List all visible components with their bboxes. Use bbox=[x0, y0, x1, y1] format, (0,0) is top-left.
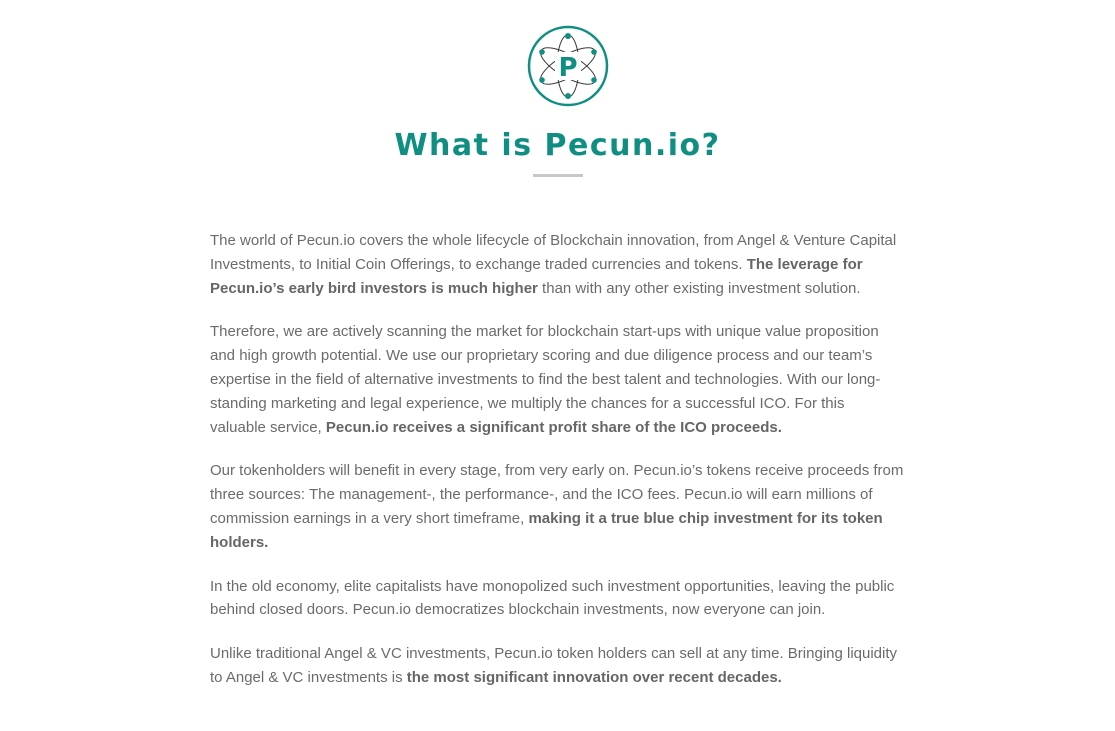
paragraph-2 bbox=[210, 320, 904, 439]
paragraph-4 bbox=[210, 575, 904, 623]
logo-letter: P bbox=[558, 53, 578, 83]
paragraph-5-text: Unlike traditional Angel & VC investments, Pecun.io token holders can sell at any time. Bringing liquidity to Angel & VC investments is bbox=[210, 645, 898, 686]
atom-p-logo-icon bbox=[527, 25, 609, 107]
paragraph-2-bold: Pecun.io receives a significant profit share of the ICO proceeds. bbox=[325, 418, 782, 436]
pecun-logo bbox=[527, 25, 609, 107]
paragraph-3-text: Our tokenholders will benefit in every stage, from very early on. Pecun.io’s tokens receive proceeds from three sources: The management-, the performance-, and the ICO fees. Pecun.io will earn millions of commission earnings in a very short timeframe, bbox=[210, 462, 904, 527]
paragraph-2-text: Therefore, we are actively scanning the market for blockchain start-ups with unique value proposition and high growth potential. We use our proprietary scoring and due diligence process and our team’s expertise in the field of alternative investments to find the best talent and technologies. With our long-standing marketing and legal experience, we multiply the chances for a successful ICO. For this valuable service, bbox=[210, 323, 881, 436]
section-title: What is Pecun.io? bbox=[394, 128, 721, 163]
paragraph-3 bbox=[210, 459, 904, 554]
paragraph-5-bold: the most significant innovation over recent decades. bbox=[406, 668, 782, 686]
title-divider bbox=[533, 174, 583, 177]
paragraph-5 bbox=[210, 642, 904, 690]
paragraph-1-text: The world of Pecun.io covers the whole lifecycle of Blockchain innovation, from Angel & Venture Capital Investments, to Initial Coin Offerings, to exchange traded currencies and tokens. bbox=[210, 232, 897, 273]
paragraph-1-bold: The leverage for Pecun.io’s early bird investors is much higher bbox=[210, 255, 863, 297]
paragraph-4-text: In the old economy, elite capitalists have monopolized such investment opportunities, leaving the public behind closed doors. Pecun.io democratizes blockchain investments, now everyone can join. bbox=[210, 577, 895, 619]
paragraph-3-bold: making it a true blue chip investment for its token holders. bbox=[210, 509, 883, 551]
paragraph-1 bbox=[210, 229, 904, 300]
section-body bbox=[210, 229, 904, 710]
paragraph-1-text-end: than with any other existing investment solution. bbox=[537, 279, 861, 297]
